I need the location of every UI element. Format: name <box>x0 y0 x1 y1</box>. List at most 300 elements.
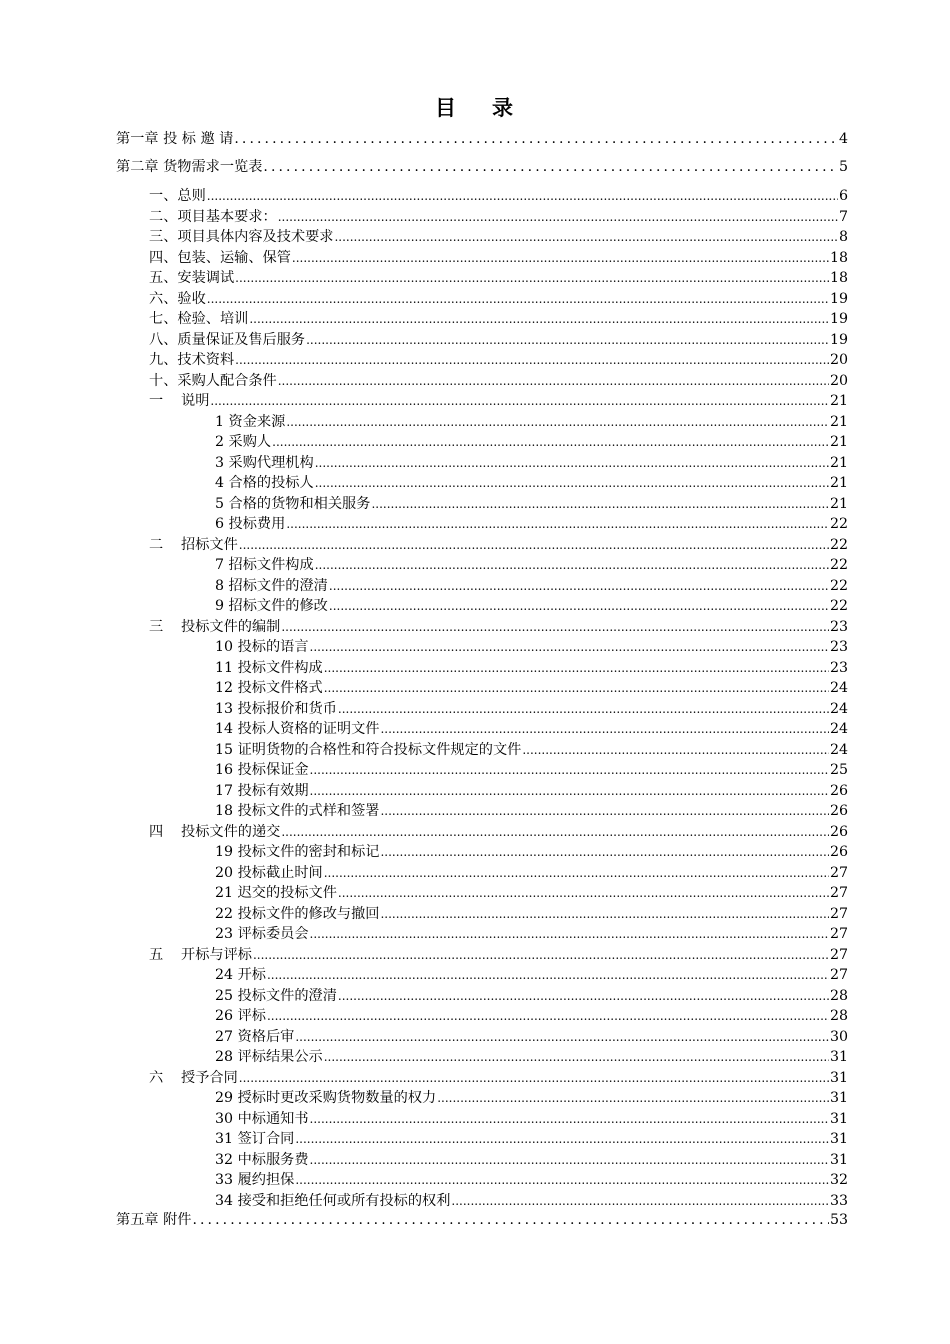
toc-leader-dots <box>235 268 829 288</box>
toc-entry-label <box>215 453 315 473</box>
clause-number: 29 <box>215 1090 234 1106</box>
toc-page-number: 53 <box>829 1212 848 1228</box>
toc-page-number: 21 <box>829 413 848 430</box>
toc-item-requirement[interactable] <box>149 227 848 247</box>
clause-number: 15 <box>215 741 234 758</box>
toc-entry-label <box>215 576 329 596</box>
toc-entry-label <box>149 227 334 247</box>
toc-leader-dots <box>281 822 829 842</box>
clause-number: 19 <box>215 844 234 860</box>
section-title: 投标文件的递交 <box>181 823 281 840</box>
toc-entry-label <box>215 883 338 903</box>
clause-title: 资金来源 <box>228 413 286 430</box>
toc-page-number: 6 <box>838 188 848 204</box>
section-title: 授予合同 <box>181 1069 238 1086</box>
toc-page-number: 26 <box>829 844 848 860</box>
toc-page-number: 31 <box>829 1090 848 1106</box>
toc-section[interactable] <box>149 617 848 637</box>
toc-leader-dots <box>295 1027 829 1047</box>
clause-title: 投标截止时间 <box>237 864 323 881</box>
clause-number: 34 <box>215 1192 234 1209</box>
title-char-1: 目 <box>435 95 458 120</box>
toc-leader-dots <box>249 309 829 329</box>
toc-page-number: 31 <box>829 1151 848 1168</box>
section-title: 开标与评标 <box>181 946 252 963</box>
toc-entry-label <box>215 801 380 821</box>
section-title: 投标文件的编制 <box>181 618 281 635</box>
toc-leader-dots <box>286 514 829 534</box>
toc-page-number: 22 <box>829 598 848 614</box>
clause-number: 33 <box>215 1172 234 1188</box>
toc-entry-label <box>215 555 315 575</box>
section-number: 六 <box>149 1069 164 1086</box>
toc-item-requirement[interactable] <box>149 309 848 329</box>
toc-leader-dots <box>281 617 829 637</box>
toc-clause[interactable] <box>215 453 848 473</box>
toc-entry-label <box>215 986 338 1006</box>
toc-clause[interactable] <box>215 596 848 616</box>
toc-section[interactable] <box>149 945 848 965</box>
toc-entry-label <box>215 1006 267 1026</box>
toc-leader-dots <box>437 1088 829 1108</box>
toc-entry-label <box>215 863 324 883</box>
toc-entry-label <box>215 1129 295 1149</box>
toc-entry-label <box>215 719 380 739</box>
toc-page-number: 27 <box>829 905 848 922</box>
toc-entry-label <box>149 248 292 268</box>
toc-entry-label <box>149 1068 239 1088</box>
toc-leader-dots <box>278 207 838 227</box>
toc-leader-dots <box>239 535 829 555</box>
toc-page-number: 21 <box>829 495 848 512</box>
toc-clause[interactable] <box>215 576 848 596</box>
clause-title: 合格的投标人 <box>228 475 314 491</box>
toc-section[interactable] <box>149 391 848 411</box>
clause-title: 招标文件的澄清 <box>228 577 328 594</box>
toc-entry-label <box>215 1170 295 1190</box>
toc-leader-dots <box>380 801 828 821</box>
toc-page-number: 28 <box>829 987 848 1004</box>
clause-title: 投标的语言 <box>237 639 309 655</box>
toc-page-number: 27 <box>829 926 848 942</box>
toc-entry-label <box>215 494 371 514</box>
toc-entry-label <box>149 309 249 329</box>
toc-leader-dots <box>272 432 829 452</box>
toc-page-number: 23 <box>829 618 848 635</box>
toc-leader-dots <box>267 1006 829 1026</box>
section-number: 一 <box>149 393 164 409</box>
toc-entry-label <box>215 1150 310 1170</box>
toc-page-number: 25 <box>829 762 848 778</box>
clause-title: 签订合同 <box>237 1131 295 1147</box>
toc-leader-dots <box>371 494 829 514</box>
toc-clause[interactable] <box>215 494 848 514</box>
toc-leader-dots <box>207 289 829 309</box>
toc-page-number: 20 <box>829 352 848 368</box>
toc-entry-label <box>215 1047 324 1067</box>
toc-entry-label <box>149 350 235 370</box>
clause-title: 投标费用 <box>228 516 286 532</box>
toc-entry-label <box>215 1109 310 1129</box>
toc-clause[interactable] <box>215 678 848 698</box>
toc-clause[interactable] <box>215 412 848 432</box>
section-title: 招标文件 <box>181 536 238 553</box>
toc-clause[interactable] <box>215 801 848 821</box>
clause-number: 3 <box>215 454 225 471</box>
toc-item-requirement[interactable] <box>149 330 848 350</box>
clause-title: 证明货物的合格性和符合投标文件规定的文件 <box>237 741 522 758</box>
clause-title: 采购代理机构 <box>228 454 314 471</box>
toc-clause[interactable] <box>215 965 848 985</box>
toc-entry-label <box>149 289 207 309</box>
toc-clause[interactable] <box>215 555 848 575</box>
toc-page-number: 23 <box>829 659 848 676</box>
clause-number: 5 <box>215 495 225 512</box>
clause-number: 7 <box>215 557 225 573</box>
toc-entry-label <box>149 945 253 965</box>
toc-item-title: 十、采购人配合条件 <box>149 372 277 389</box>
toc-item-title: 五、安装调试 <box>149 270 235 286</box>
toc-leader-dots <box>310 924 829 944</box>
toc-page-number: 32 <box>829 1172 848 1188</box>
toc-leader-dots <box>338 699 829 719</box>
clause-number: 16 <box>215 762 234 778</box>
toc-page-number: 31 <box>829 1131 848 1147</box>
toc-item-requirement[interactable] <box>149 350 848 370</box>
toc-page-number: 27 <box>829 864 848 881</box>
toc-clause[interactable] <box>215 904 848 924</box>
clause-title: 评标结果公示 <box>237 1049 323 1065</box>
toc-page-number: 24 <box>829 680 848 696</box>
toc-clause[interactable] <box>215 1088 848 1108</box>
toc-clause[interactable] <box>215 1047 848 1067</box>
toc-leader-dots <box>329 576 829 596</box>
clause-title: 投标文件的式样和签署 <box>237 803 380 819</box>
toc-page-number: 5 <box>838 159 848 175</box>
toc-item-title: 四、包装、运输、保管 <box>149 249 291 266</box>
toc-clause[interactable] <box>215 781 848 801</box>
toc-clause[interactable] <box>215 760 848 780</box>
clause-number: 27 <box>215 1028 234 1045</box>
chapter-title: 第一章 投 标 邀 请 <box>116 131 234 147</box>
toc-leader-dots <box>451 1191 829 1211</box>
toc-clause[interactable] <box>215 1109 848 1129</box>
toc-chapter-1[interactable] <box>116 129 848 149</box>
clause-number: 12 <box>215 680 234 696</box>
toc-page-number: 27 <box>829 885 848 901</box>
toc-clause[interactable] <box>215 863 848 883</box>
toc-clause[interactable] <box>215 699 848 719</box>
toc-section[interactable] <box>149 1068 848 1088</box>
toc-leader-dots <box>324 658 829 678</box>
toc-page-number: 22 <box>829 577 848 594</box>
clause-number: 18 <box>215 803 234 819</box>
clause-title: 中标通知书 <box>237 1110 309 1127</box>
toc-clause[interactable] <box>215 637 848 657</box>
toc-leader-dots <box>310 1109 829 1129</box>
toc-page-number: 7 <box>838 208 848 225</box>
toc-entry-label <box>116 129 234 149</box>
toc-entry-label <box>149 617 281 637</box>
clause-title: 投标文件格式 <box>237 680 323 696</box>
clause-number: 17 <box>215 782 234 799</box>
toc-clause[interactable] <box>215 1027 848 1047</box>
toc-leader-dots <box>310 1150 829 1170</box>
section-number: 四 <box>149 823 164 840</box>
toc-page-number: 33 <box>829 1192 848 1209</box>
toc-entry-label <box>215 760 310 780</box>
toc-clause[interactable] <box>215 1191 848 1211</box>
clause-title: 资格后审 <box>237 1028 295 1045</box>
toc-clause[interactable] <box>215 473 848 493</box>
clause-number: 25 <box>215 987 234 1004</box>
toc-item-requirement[interactable] <box>149 248 848 268</box>
toc-entry-label <box>149 207 278 227</box>
toc-clause[interactable] <box>215 1170 848 1190</box>
toc-leader-dots <box>295 1170 829 1190</box>
toc-section[interactable] <box>149 535 848 555</box>
toc-entry-label <box>215 1191 451 1211</box>
toc-page-number: 24 <box>829 741 848 758</box>
clause-title: 投标文件的密封和标记 <box>237 844 380 860</box>
toc-entry-label <box>215 514 286 534</box>
clause-title: 接受和拒绝任何或所有投标的权利 <box>237 1192 451 1209</box>
toc-entry-label <box>149 186 207 206</box>
toc-section[interactable] <box>149 822 848 842</box>
chapter-title: 第二章 货物需求一览表 <box>116 159 263 175</box>
toc-leader-dots <box>286 412 829 432</box>
clause-title: 投标有效期 <box>237 782 309 799</box>
clause-title: 投标报价和货币 <box>237 700 337 717</box>
toc-item-title: 一、总则 <box>149 188 206 204</box>
toc-item-requirement[interactable] <box>149 268 848 288</box>
toc-leader-dots <box>324 863 829 883</box>
toc-page-number: 31 <box>829 1110 848 1127</box>
toc-page-number: 22 <box>829 557 848 573</box>
toc-page-number: 31 <box>829 1049 848 1065</box>
section-number: 三 <box>149 618 164 635</box>
toc-leader-dots <box>310 637 829 657</box>
clause-title: 投标文件的修改与撤回 <box>237 905 380 922</box>
clause-title: 中标服务费 <box>237 1151 309 1168</box>
toc-chapter-2[interactable] <box>116 157 848 177</box>
toc-leader-dots <box>253 945 829 965</box>
toc-leader-dots <box>263 157 838 177</box>
toc-page-number: 27 <box>829 967 848 983</box>
toc-item-title: 七、检验、培训 <box>149 311 249 327</box>
toc-page-number: 26 <box>829 803 848 819</box>
toc-leader-dots <box>338 986 829 1006</box>
toc-entry-label <box>149 330 306 350</box>
toc-leader-dots <box>380 904 828 924</box>
chapter-title: 第五章 附件 <box>116 1212 192 1228</box>
toc-entry-label <box>149 391 210 411</box>
toc-page-number: 19 <box>829 331 848 348</box>
toc-entry-label <box>215 678 324 698</box>
toc-clause[interactable] <box>215 1006 848 1026</box>
toc-item-title: 二、项目基本要求： <box>149 208 277 225</box>
toc-clause[interactable] <box>215 986 848 1006</box>
toc-leader-dots <box>315 473 829 493</box>
toc-leader-dots <box>267 965 829 985</box>
toc-item-title: 九、技术资料 <box>149 352 235 368</box>
toc-page-number: 24 <box>829 700 848 717</box>
toc-clause[interactable] <box>215 719 848 739</box>
toc-page-number: 21 <box>829 454 848 471</box>
clause-number: 6 <box>215 516 225 532</box>
clause-number: 4 <box>215 475 225 491</box>
toc-leader-dots <box>334 227 838 247</box>
toc-clause[interactable] <box>215 842 848 862</box>
toc-clause[interactable] <box>215 924 848 944</box>
clause-title: 迟交的投标文件 <box>237 885 337 901</box>
clause-title: 投标保证金 <box>237 762 309 778</box>
toc-leader-dots <box>522 740 829 760</box>
toc-page-number: 20 <box>829 372 848 389</box>
clause-title: 采购人 <box>228 434 272 450</box>
toc-leader-dots <box>239 1068 829 1088</box>
toc-leader-dots <box>329 596 829 616</box>
clause-number: 32 <box>215 1151 234 1168</box>
toc-entry-label <box>215 596 329 616</box>
toc-page-number: 24 <box>829 721 848 737</box>
toc-clause[interactable] <box>215 1129 848 1149</box>
clause-number: 10 <box>215 639 234 655</box>
toc-entry-label <box>215 842 380 862</box>
toc-clause[interactable] <box>215 740 848 760</box>
toc-page-number: 27 <box>829 946 848 963</box>
clause-number: 23 <box>215 926 234 942</box>
clause-title: 履约担保 <box>237 1172 295 1188</box>
clause-number: 20 <box>215 864 234 881</box>
toc-chapter-5[interactable] <box>116 1210 848 1230</box>
toc-leader-dots <box>295 1129 829 1149</box>
title-char-2: 录 <box>492 95 515 120</box>
toc-page-number: 19 <box>829 311 848 327</box>
toc-clause[interactable] <box>215 432 848 452</box>
toc-item-requirement[interactable] <box>149 371 848 391</box>
toc-leader-dots <box>278 371 829 391</box>
toc-entry-label <box>215 1088 437 1108</box>
toc-entry-label <box>215 781 310 801</box>
toc-page-number: 26 <box>829 823 848 840</box>
toc-clause[interactable] <box>215 883 848 903</box>
toc-clause[interactable] <box>215 514 848 534</box>
toc-page-number: 30 <box>829 1028 848 1045</box>
clause-title: 招标文件构成 <box>228 557 314 573</box>
toc-entry-label <box>149 535 239 555</box>
toc-page-number: 4 <box>838 131 848 147</box>
clause-number: 21 <box>215 885 234 901</box>
toc-page-number: 22 <box>829 516 848 532</box>
toc-item-requirement[interactable] <box>149 289 848 309</box>
clause-title: 开标 <box>237 967 266 983</box>
toc-entry-label <box>215 699 338 719</box>
toc-entry-label <box>215 924 310 944</box>
toc-entry-label <box>215 637 310 657</box>
section-number: 五 <box>149 946 164 963</box>
toc-page-number: 18 <box>829 249 848 266</box>
toc-leader-dots <box>192 1210 828 1230</box>
toc-clause[interactable] <box>215 658 848 678</box>
toc-leader-dots <box>315 555 829 575</box>
clause-number: 30 <box>215 1110 234 1127</box>
toc-leader-dots <box>315 453 829 473</box>
toc-leader-dots <box>207 186 838 206</box>
clause-title: 投标人资格的证明文件 <box>237 721 380 737</box>
toc-leader-dots <box>338 883 829 903</box>
clause-number: 13 <box>215 700 234 717</box>
toc-leader-dots <box>234 129 838 149</box>
toc-page-number: 22 <box>829 536 848 553</box>
toc-item-title: 三、项目具体内容及技术要求 <box>149 229 334 245</box>
toc-leader-dots <box>380 842 828 862</box>
clause-number: 1 <box>215 413 225 430</box>
toc-item-title: 六、验收 <box>149 290 206 307</box>
toc-leader-dots <box>292 248 829 268</box>
toc-entry-label <box>215 432 272 452</box>
toc-entry-label <box>149 822 281 842</box>
toc-entry-label <box>215 1027 295 1047</box>
clause-number: 14 <box>215 721 234 737</box>
toc-entry-label <box>215 904 380 924</box>
toc-leader-dots <box>306 330 829 350</box>
clause-number: 8 <box>215 577 225 594</box>
clause-number: 31 <box>215 1131 234 1147</box>
section-title: 说明 <box>181 393 210 409</box>
toc-leader-dots <box>310 760 829 780</box>
toc-page-number: 23 <box>829 639 848 655</box>
clause-title: 评标 <box>237 1008 266 1024</box>
toc-leader-dots <box>210 391 829 411</box>
clause-number: 22 <box>215 905 234 922</box>
toc-leader-dots <box>324 678 829 698</box>
clause-number: 28 <box>215 1049 234 1065</box>
toc-clause[interactable] <box>215 1150 848 1170</box>
toc-entry-label <box>215 965 267 985</box>
toc-entry-label <box>215 658 324 678</box>
toc-page-number: 21 <box>829 393 848 409</box>
clause-number: 26 <box>215 1008 234 1024</box>
clause-title: 评标委员会 <box>237 926 309 942</box>
toc-leader-dots <box>380 719 828 739</box>
toc-entry-label <box>116 1210 192 1230</box>
toc-entry-label <box>149 371 278 391</box>
toc-leader-dots <box>235 350 829 370</box>
toc-leader-dots <box>324 1047 829 1067</box>
section-number: 二 <box>149 536 164 553</box>
toc-item-title: 八、质量保证及售后服务 <box>149 331 306 348</box>
clause-title: 合格的货物和相关服务 <box>228 495 371 512</box>
clause-number: 24 <box>215 967 234 983</box>
toc-page-number: 18 <box>829 270 848 286</box>
toc-entry-label <box>215 412 286 432</box>
toc-entry-label <box>149 268 235 288</box>
toc-page-number: 21 <box>829 475 848 491</box>
toc-item-requirement[interactable] <box>149 186 848 206</box>
clause-number: 11 <box>215 659 234 676</box>
toc-page-number: 31 <box>829 1069 848 1086</box>
toc-entry-label <box>116 157 263 177</box>
toc-entry-label <box>215 473 315 493</box>
toc-page-number: 8 <box>838 229 848 245</box>
toc-item-requirement[interactable] <box>149 207 848 227</box>
clause-title: 招标文件的修改 <box>228 598 328 614</box>
toc-page-number: 19 <box>829 290 848 307</box>
clause-title: 投标文件构成 <box>237 659 323 676</box>
toc-leader-dots <box>310 781 829 801</box>
toc-page-number: 21 <box>829 434 848 450</box>
